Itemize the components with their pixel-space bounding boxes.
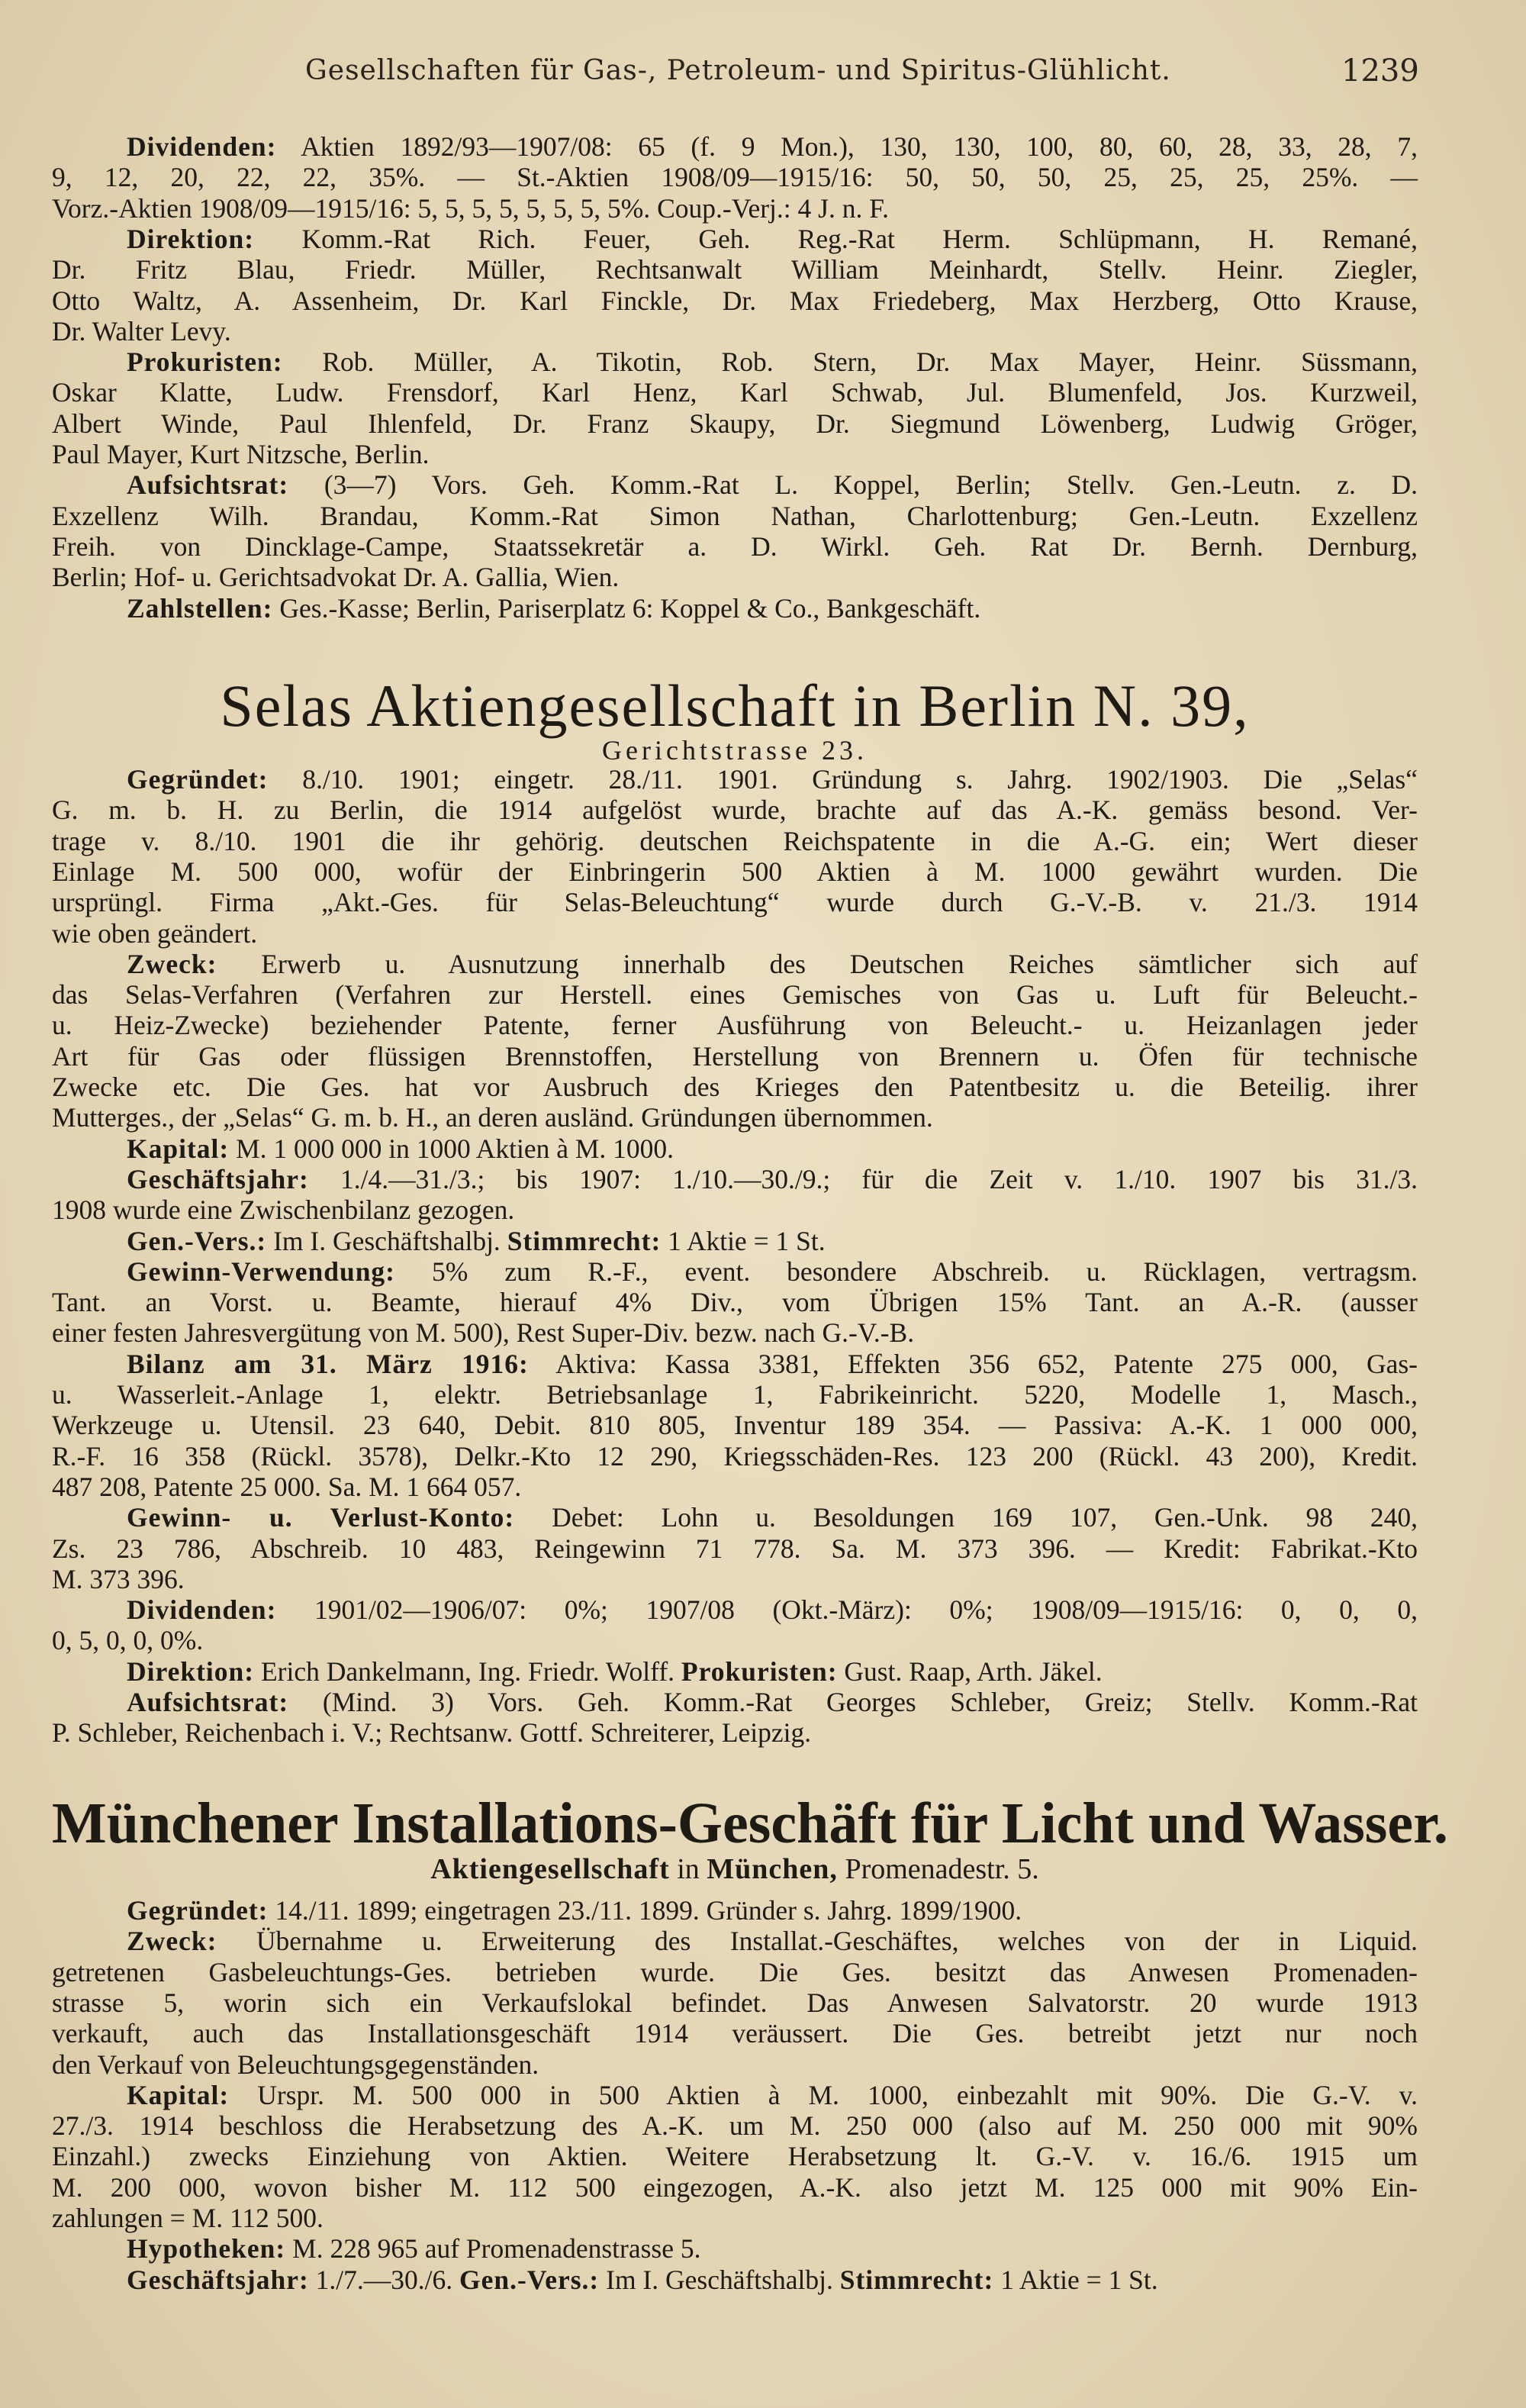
field-label: Bilanz am 31. März 1916: — [127, 1348, 529, 1379]
field-text: (Mind. 3) Vors. Geh. Komm.-Rat Georges Schleber, Greiz; Stellv. Komm.-Rat — [288, 1687, 1418, 1717]
field-text: 1 Aktie = 1 St. — [661, 1225, 826, 1256]
field-text: Dr. Walter Levy. — [52, 315, 231, 347]
field-text: einer festen Jahresvergütung von M. 500), Rest Super-Div. bezw. nach G.-V.-B. — [52, 1317, 915, 1349]
field-label: Prokuristen: — [681, 1655, 838, 1687]
field-text: M. 228 965 auf Promenadenstrasse 5. — [285, 2233, 701, 2265]
field-text: Werkzeuge u. Utensil. 23 640, Debit. 810 805, Inventur 189 354. — Passiva: A.-K. 1 000 000, — [52, 1410, 1418, 1441]
field-text: trage v. 8./10. 1901 die ihr gehörig. deutschen Reichspatente in die A.-G. ein; Wert dieser — [52, 825, 1418, 856]
field-text: Urspr. M. 500 000 in 500 Aktien à M. 1000, einbezahlt mit 90%. Die G.-V. v. — [229, 2079, 1418, 2110]
field-text: Dr. Fritz Blau, Friedr. Müller, Rechtsanwalt William Meinhardt, Stellv. Heinr. Ziegler, — [52, 254, 1418, 285]
field-text: u. Heiz-Zwecke) beziehender Patente, ferner Ausführung von Beleucht.- u. Heizanlagen jeder — [52, 1010, 1418, 1041]
company-city: München, — [707, 1853, 838, 1885]
field-label: Gegründet: — [127, 764, 269, 795]
field-text: Einlage M. 500 000, wofür der Einbringerin 500 Aktien à M. 1000 gewährt wurden. Die — [52, 856, 1418, 887]
field-text: 8./10. 1901; eingetr. 28./11. 1901. Gründung s. Jahrg. 1902/1903. Die „Selas“ — [268, 764, 1418, 795]
field-text: M. 373 396. — [52, 1563, 185, 1594]
field-label: Kapital: — [127, 2079, 230, 2110]
field-text: das Selas-Verfahren (Verfahren zur Herstell. eines Gemisches von Gas u. Luft für Beleucht.- — [52, 979, 1418, 1011]
field-text: R.-F. 16 358 (Rückl. 3578), Delkr.-Kto 12 290, Kriegsschäden-Res. 123 200 (Rückl. 43 200), Kredit. — [52, 1440, 1418, 1472]
section-title-selas: Selas Aktiengesellschaft in Berlin N. 39, — [220, 672, 1250, 739]
field-label: Zahlstellen: — [127, 592, 273, 624]
field-text: P. Schleber, Reichenbach i. V.; Rechtsanw. Gottf. Schreiterer, Leipzig. — [52, 1717, 812, 1749]
field-text: G. m. b. H. zu Berlin, die 1914 aufgelöst wurde, brachte auf das A.-K. gemäss besond. Ver- — [52, 795, 1418, 826]
field-text: Exzellenz Wilh. Brandau, Komm.-Rat Simon Nathan, Charlottenburg; Gen.-Leutn. Exzellenz — [52, 500, 1418, 531]
field-label: Stimmrecht: — [839, 2264, 994, 2295]
section-subtitle-muenchen — [52, 1852, 1418, 1886]
field-text: zahlungen = M. 112 500. — [52, 2203, 324, 2233]
field-text: M. 1 000 000 in 1000 Aktien à M. 1000. — [229, 1133, 674, 1164]
section-title-muenchen: Münchener Installations-Geschäft für Licht und Wasser. — [52, 1791, 1448, 1855]
field-label: Zweck: — [127, 1926, 217, 1957]
field-text: 1908 wurde eine Zwischenbilanz gezogen. — [52, 1194, 515, 1226]
field-text: 487 208, Patente 25 000. Sa. M. 1 664 057. — [52, 1471, 522, 1502]
field-label: Zweck: — [127, 948, 217, 979]
field-text: u. Wasserleit.-Anlage 1, elektr. Betriebsanlage 1, Fabrikeinricht. 5220, Modelle 1, Masch., — [52, 1379, 1418, 1410]
field-text: 0, 5, 0, 0, 0%. — [52, 1625, 204, 1656]
field-text: den Verkauf von Beleuchtungsgegenständen. — [52, 2049, 539, 2080]
field-text: Einzahl.) zwecks Einziehung von Aktien. Weitere Herabsetzung lt. G.-V. v. 16./6. 1915 um — [52, 2141, 1418, 2172]
field-text: Ges.-Kasse; Berlin, Pariserplatz 6: Koppel & Co., Bankgeschäft. — [272, 592, 981, 624]
field-text: Aktiva: Kassa 3381, Effekten 356 652, Patente 275 000, Gas- — [528, 1348, 1418, 1379]
field-text: (3—7) Vors. Geh. Komm.-Rat L. Koppel, Berlin; Stellv. Gen.-Leutn. z. D. — [288, 469, 1418, 501]
field-text: Freih. von Dincklage-Campe, Staatssekretär a. D. Wirkl. Geh. Rat Dr. Bernh. Dernburg, — [52, 530, 1418, 562]
field-text: Im I. Geschäftshalbj. — [266, 1225, 507, 1256]
field-text: Rob. Müller, A. Tikotin, Rob. Stern, Dr. Max Mayer, Heinr. Süssmann, — [282, 347, 1418, 378]
field-text: ursprüngl. Firma „Akt.-Ges. für Selas-Beleuchtung“ wurde durch G.-V.-B. v. 21./3. 1914 — [52, 887, 1418, 918]
field-text: Zs. 23 786, Abschreib. 10 483, Reingewinn 71 778. Sa. M. 373 396. — Kredit: Fabrikat.-Kto — [52, 1533, 1418, 1564]
field-text: 14./11. 1899; eingetragen 23./11. 1899. Gründer s. Jahrg. 1899/1900. — [268, 1895, 1022, 1926]
field-text: Im I. Geschäftshalbj. — [599, 2264, 840, 2295]
field-label: Gegründet: — [127, 1895, 269, 1926]
field-text: 1901/02—1906/07: 0%; 1907/08 (Okt.-März): 0%; 1908/09—1915/16: 0, 0, 0, — [276, 1594, 1418, 1626]
field-label: Dividenden: — [127, 131, 277, 162]
section-address-selas: Gerichtstrasse 23. — [602, 735, 868, 766]
field-text: Debet: Lohn u. Besoldungen 169 107, Gen.-Unk. 98 240, — [514, 1502, 1418, 1533]
field-label: Aufsichtsrat: — [127, 1687, 289, 1717]
text-line — [127, 2261, 1418, 2298]
field-text: 27./3. 1914 beschloss die Herabsetzung des A.-K. um M. 250 000 (also auf M. 250 000 mit 90% — [52, 2110, 1418, 2142]
field-label: Kapital: — [127, 1133, 230, 1164]
company-form: Aktiengesellschaft — [430, 1853, 670, 1885]
field-text: verkauft, auch das Installationsgeschäft 1914 veräussert. Die Ges. betreibt jetzt nur noch — [52, 2018, 1418, 2049]
field-label: Gen.-Vers.: — [459, 2264, 600, 2295]
field-label: Dividenden: — [127, 1594, 277, 1626]
company-address: Promenadestr. 5. — [837, 1853, 1039, 1885]
field-label: Gewinn-Verwendung: — [127, 1256, 396, 1287]
field-text: Berlin; Hof- u. Gerichtsadvokat Dr. A. Gallia, Wien. — [52, 562, 620, 593]
field-text: Aktien 1892/93—1907/08: 65 (f. 9 Mon.), 130, 130, 100, 80, 60, 28, 33, 28, 7, — [276, 131, 1418, 162]
field-text: Zwecke etc. Die Ges. hat vor Ausbruch des Krieges den Patentbesitz u. die Beteilig. ihrer — [52, 1072, 1418, 1102]
field-text: M. 200 000, wovon bisher M. 112 500 eingezogen, A.-K. also jetzt M. 125 000 mit 90% Ein- — [52, 2171, 1418, 2203]
field-text: Übernahme u. Erweiterung des Installat.-Geschäftes, welches von der in Liquid. — [217, 1926, 1418, 1957]
field-text: Paul Mayer, Kurt Nitzsche, Berlin. — [52, 439, 430, 469]
field-label: Gen.-Vers.: — [127, 1225, 267, 1256]
field-text: 1./7.—30./6. — [308, 2264, 460, 2295]
field-text: Otto Waltz, A. Assenheim, Dr. Karl Finckle, Dr. Max Friedeberg, Max Herzberg, Otto Krause, — [52, 285, 1418, 316]
field-text: Komm.-Rat Rich. Feuer, Geh. Reg.-Rat Herm. Schlüpmann, H. Remané, — [254, 223, 1418, 254]
text-column — [52, 0, 1448, 2408]
field-text: 5% zum R.-F., event. besondere Abschreib. u. Rücklagen, vertragsm. — [395, 1256, 1418, 1287]
field-text: Oskar Klatte, Ludw. Frensdorf, Karl Henz, Karl Schwab, Jul. Blumenfeld, Jos. Kurzweil, — [52, 377, 1418, 408]
field-label: Direktion: — [127, 1655, 255, 1687]
text-line — [52, 1714, 1418, 1751]
running-head: Gesellschaften für Gas-, Petroleum- und Spiritus-Glühlicht. — [305, 55, 1171, 86]
field-text: 1 Aktie = 1 St. — [993, 2264, 1158, 2295]
field-label: Prokuristen: — [127, 347, 283, 378]
field-text: Albert Winde, Paul Ihlenfeld, Dr. Franz Skaupy, Dr. Siegmund Löwenberg, Ludwig Gröger, — [52, 408, 1418, 439]
field-text: getretenen Gasbeleuchtungs-Ges. betrieben wurde. Die Ges. besitzt das Anwesen Promenaden- — [52, 1956, 1418, 1987]
field-text: Art für Gas oder flüssigen Brennstoffen, Herstellung von Brennern u. Öfen für technische — [52, 1040, 1418, 1072]
field-text: 1./4.—31./3.; bis 1907: 1./10.—30./9.; für die Zeit v. 1./10. 1907 bis 31./3. — [308, 1163, 1418, 1194]
field-label: Stimmrecht: — [507, 1225, 662, 1256]
field-text: Gust. Raap, Arth. Jäkel. — [837, 1655, 1103, 1687]
field-text: Mutterges., der „Selas“ G. m. b. H., an deren ausländ. Gründungen übernommen. — [52, 1102, 933, 1133]
page-number: 1239 — [1341, 53, 1419, 89]
field-text: 9, 12, 20, 22, 22, 35%. — St.-Aktien 1908/09—1915/16: 50, 50, 50, 25, 25, 25, 25%. — — [52, 162, 1418, 193]
text-line — [127, 590, 1418, 627]
field-label: Aufsichtsrat: — [127, 469, 289, 501]
field-label: Gewinn- u. Verlust-Konto: — [127, 1502, 515, 1533]
field-text: wie oben geändert. — [52, 917, 258, 949]
field-label: Direktion: — [127, 223, 255, 254]
field-label: Geschäftsjahr: — [127, 1163, 309, 1194]
field-text: Vorz.-Aktien 1908/09—1915/16: 5, 5, 5, 5, 5, 5, 5, 5%. Coup.-Verj.: 4 J. n. F. — [52, 192, 889, 224]
field-text: strasse 5, worin sich ein Verkaufslokal befindet. Das Anwesen Salvatorstr. 20 wurde 1913 — [52, 1987, 1418, 2018]
subtitle-connector: in — [669, 1853, 707, 1885]
field-label: Hypotheken: — [127, 2233, 286, 2265]
field-text: Erich Dankelmann, Ing. Friedr. Wolff. — [254, 1655, 681, 1687]
field-label: Geschäftsjahr: — [127, 2264, 309, 2295]
field-text: Tant. an Vorst. u. Beamte, hierauf 4% Div., vom Übrigen 15% Tant. an A.-R. (ausser — [52, 1287, 1418, 1318]
field-text: Erwerb u. Ausnutzung innerhalb des Deutschen Reiches sämtlicher sich auf — [217, 948, 1418, 979]
